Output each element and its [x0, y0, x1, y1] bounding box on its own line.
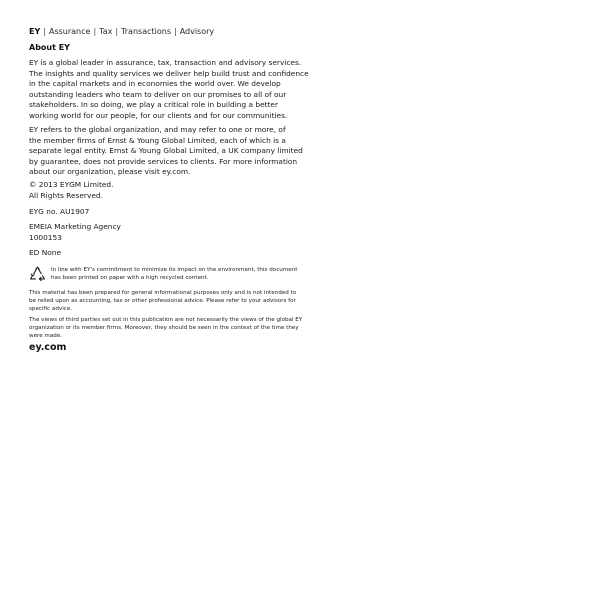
header-divider: |	[173, 27, 177, 36]
disclaimer-paragraph-2	[29, 316, 303, 341]
text-line: were made.	[29, 333, 63, 340]
text-line: organization or its member firms. Moreover, they should be seen in the context of the time they	[29, 325, 299, 332]
header-divider: |	[93, 27, 97, 36]
text-line: has been printed on paper with a high recycled content.	[51, 275, 209, 281]
text-line: In line with EY's commitment to minimize its impact on the environment, this document	[51, 267, 298, 273]
recycle-text	[51, 266, 301, 282]
ed-label: ED None	[29, 248, 61, 257]
header-divider: |	[43, 27, 46, 36]
text-line: EY is a global leader in assurance, tax, transaction and advisory services.	[29, 58, 302, 67]
text-line: outstanding leaders who team to deliver on our promises to all of our	[29, 89, 287, 99]
recycle-icon	[29, 266, 46, 283]
website-link[interactable]: ey.com	[29, 342, 67, 353]
text-line: be relied upon as accounting, tax or other professional advice. Please refer to your advisors for	[29, 298, 296, 305]
disclaimer-paragraph-1	[29, 289, 299, 314]
service-line-transactions: Transactions	[121, 27, 171, 36]
agency-name: EMEIA Marketing Agency	[29, 222, 121, 231]
service-lines-header	[29, 27, 214, 36]
copyright-notice	[29, 180, 113, 201]
text-line: by guarantee, does not provide services to clients. For more information	[29, 156, 298, 166]
eyg-number: EYG no. AU1907	[29, 207, 90, 216]
agency-code: 1000153	[29, 232, 62, 242]
rights-line: All Rights Reserved.	[29, 190, 103, 200]
about-paragraph-1	[29, 58, 309, 121]
service-line-tax: Tax	[99, 27, 113, 36]
header-divider: |	[115, 27, 119, 36]
text-line: The views of third parties set out in this publication are not necessarily the views of the global EY	[29, 317, 303, 323]
about-paragraph-2	[29, 125, 303, 178]
text-line: working world for our people, for our clients and for our communities.	[29, 110, 288, 120]
text-line: about our organization, please visit ey.com.	[29, 167, 191, 176]
service-line-advisory: Advisory	[179, 27, 215, 36]
text-line: stakeholders. In so doing, we play a critical role in building a better	[29, 100, 279, 109]
about-title: About EY	[29, 43, 70, 52]
text-line: separate legal entity. Ernst & Young Global Limited, a UK company limited	[29, 146, 303, 155]
text-line: in the capital markets and in economies the world over. We develop	[29, 79, 281, 88]
brand-name: EY	[29, 27, 41, 36]
agency-info	[29, 222, 121, 243]
service-line-assurance: Assurance	[48, 27, 91, 36]
text-line: This material has been prepared for general informational purposes only and is not intended to	[29, 290, 297, 296]
text-line: The insights and quality services we deliver help build trust and confidence	[29, 68, 309, 78]
copyright-line: © 2013 EYGM Limited.	[29, 180, 114, 189]
text-line: EY refers to the global organization, and may refer to one or more, of	[29, 125, 286, 134]
text-line: specific advice.	[29, 306, 73, 313]
text-line: the member firms of Ernst & Young Global Limited, each of which is a	[29, 135, 286, 145]
